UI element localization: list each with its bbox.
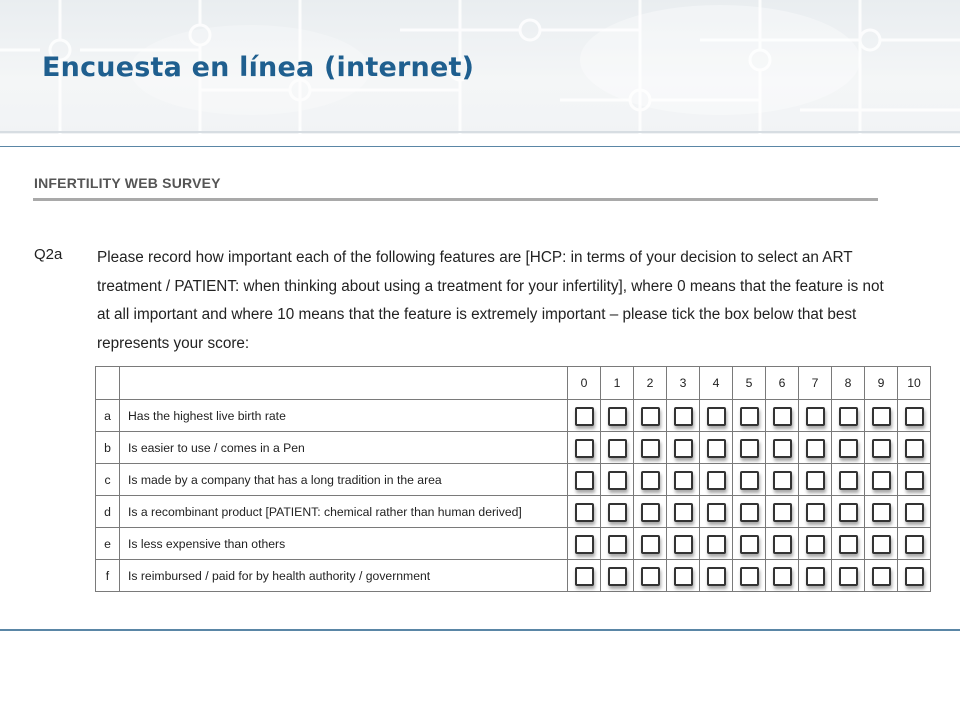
checkbox-c-2[interactable] bbox=[641, 471, 660, 490]
checkbox-cell bbox=[700, 496, 733, 528]
checkbox-c-10[interactable] bbox=[905, 471, 924, 490]
checkbox-f-10[interactable] bbox=[905, 567, 924, 586]
checkbox-cell bbox=[634, 560, 667, 592]
checkbox-cell bbox=[733, 400, 766, 432]
grid-row-e bbox=[96, 528, 931, 560]
checkbox-cell bbox=[799, 464, 832, 496]
item-letter: e bbox=[96, 528, 120, 560]
question-number: Q2a bbox=[34, 246, 63, 263]
checkbox-a-0[interactable] bbox=[575, 407, 594, 426]
scale-label: 3 bbox=[667, 367, 700, 400]
grid-header-blank bbox=[96, 367, 120, 400]
document-top-border bbox=[0, 146, 960, 147]
scale-label: 6 bbox=[766, 367, 799, 400]
item-letter: b bbox=[96, 432, 120, 464]
checkbox-e-10[interactable] bbox=[905, 535, 924, 554]
checkbox-d-8[interactable] bbox=[839, 503, 858, 522]
checkbox-cell bbox=[733, 464, 766, 496]
checkbox-cell bbox=[865, 432, 898, 464]
checkbox-f-9[interactable] bbox=[872, 567, 891, 586]
checkbox-cell bbox=[766, 560, 799, 592]
checkbox-f-5[interactable] bbox=[740, 567, 759, 586]
checkbox-cell bbox=[766, 432, 799, 464]
checkbox-cell bbox=[667, 432, 700, 464]
grid-header-blank bbox=[120, 367, 568, 400]
checkbox-cell bbox=[634, 432, 667, 464]
checkbox-cell bbox=[568, 496, 601, 528]
checkbox-cell bbox=[766, 496, 799, 528]
checkbox-c-9[interactable] bbox=[872, 471, 891, 490]
item-letter: d bbox=[96, 496, 120, 528]
checkbox-cell bbox=[634, 528, 667, 560]
checkbox-a-5[interactable] bbox=[740, 407, 759, 426]
checkbox-e-9[interactable] bbox=[872, 535, 891, 554]
checkbox-b-5[interactable] bbox=[740, 439, 759, 458]
checkbox-d-1[interactable] bbox=[608, 503, 627, 522]
item-label: Is reimbursed / paid for by health authority / government bbox=[120, 560, 568, 592]
checkbox-cell bbox=[700, 432, 733, 464]
checkbox-cell bbox=[634, 496, 667, 528]
checkbox-d-2[interactable] bbox=[641, 503, 660, 522]
checkbox-c-4[interactable] bbox=[707, 471, 726, 490]
checkbox-cell bbox=[601, 496, 634, 528]
item-letter: f bbox=[96, 560, 120, 592]
item-label: Is made by a company that has a long tradition in the area bbox=[120, 464, 568, 496]
checkbox-b-7[interactable] bbox=[806, 439, 825, 458]
grid-row-f bbox=[96, 560, 931, 592]
checkbox-d-4[interactable] bbox=[707, 503, 726, 522]
scale-label: 9 bbox=[865, 367, 898, 400]
checkbox-e-3[interactable] bbox=[674, 535, 693, 554]
item-letter: a bbox=[96, 400, 120, 432]
checkbox-c-3[interactable] bbox=[674, 471, 693, 490]
checkbox-cell bbox=[700, 400, 733, 432]
checkbox-cell bbox=[568, 560, 601, 592]
checkbox-f-6[interactable] bbox=[773, 567, 792, 586]
checkbox-cell bbox=[766, 400, 799, 432]
checkbox-cell bbox=[766, 528, 799, 560]
grid-row-d bbox=[96, 496, 931, 528]
checkbox-f-7[interactable] bbox=[806, 567, 825, 586]
checkbox-cell bbox=[865, 496, 898, 528]
checkbox-cell bbox=[601, 400, 634, 432]
checkbox-cell bbox=[865, 560, 898, 592]
item-label: Is easier to use / comes in a Pen bbox=[120, 432, 568, 464]
checkbox-cell bbox=[601, 464, 634, 496]
scale-label: 10 bbox=[898, 367, 931, 400]
checkbox-b-3[interactable] bbox=[674, 439, 693, 458]
grid-row-c bbox=[96, 464, 931, 496]
checkbox-cell bbox=[898, 400, 931, 432]
checkbox-cell bbox=[667, 464, 700, 496]
checkbox-b-9[interactable] bbox=[872, 439, 891, 458]
checkbox-cell bbox=[667, 400, 700, 432]
checkbox-cell bbox=[733, 560, 766, 592]
checkbox-cell bbox=[568, 464, 601, 496]
checkbox-c-8[interactable] bbox=[839, 471, 858, 490]
checkbox-cell bbox=[733, 432, 766, 464]
scale-label: 8 bbox=[832, 367, 865, 400]
checkbox-cell bbox=[601, 432, 634, 464]
checkbox-a-2[interactable] bbox=[641, 407, 660, 426]
checkbox-f-8[interactable] bbox=[839, 567, 858, 586]
checkbox-c-5[interactable] bbox=[740, 471, 759, 490]
checkbox-a-7[interactable] bbox=[806, 407, 825, 426]
grid-row-b bbox=[96, 432, 931, 464]
checkbox-b-8[interactable] bbox=[839, 439, 858, 458]
checkbox-a-10[interactable] bbox=[905, 407, 924, 426]
scale-label: 0 bbox=[568, 367, 601, 400]
checkbox-e-6[interactable] bbox=[773, 535, 792, 554]
checkbox-cell bbox=[733, 528, 766, 560]
checkbox-cell bbox=[799, 496, 832, 528]
checkbox-cell bbox=[832, 400, 865, 432]
checkbox-a-6[interactable] bbox=[773, 407, 792, 426]
checkbox-cell bbox=[766, 464, 799, 496]
checkbox-cell bbox=[568, 400, 601, 432]
grid-row-a bbox=[96, 400, 931, 432]
rating-grid bbox=[95, 366, 931, 592]
checkbox-cell bbox=[634, 400, 667, 432]
checkbox-cell bbox=[898, 528, 931, 560]
checkbox-cell bbox=[832, 528, 865, 560]
checkbox-cell bbox=[799, 560, 832, 592]
checkbox-cell bbox=[667, 560, 700, 592]
checkbox-e-7[interactable] bbox=[806, 535, 825, 554]
checkbox-b-1[interactable] bbox=[608, 439, 627, 458]
scale-label: 4 bbox=[700, 367, 733, 400]
checkbox-d-3[interactable] bbox=[674, 503, 693, 522]
checkbox-cell bbox=[700, 528, 733, 560]
checkbox-cell bbox=[733, 496, 766, 528]
checkbox-b-4[interactable] bbox=[707, 439, 726, 458]
checkbox-f-0[interactable] bbox=[575, 567, 594, 586]
checkbox-d-6[interactable] bbox=[773, 503, 792, 522]
checkbox-cell bbox=[865, 400, 898, 432]
checkbox-cell bbox=[568, 528, 601, 560]
scale-label: 7 bbox=[799, 367, 832, 400]
checkbox-cell bbox=[700, 464, 733, 496]
question-text: Please record how important each of the following features are [HCP: in terms of your decision to select an ART treatment / PATIENT: when thinking about using a treatment for your infertility], where 0 means that the feature is not at all important and where 10 means that the feature is extremely important – please tick the box below that best represents your score: bbox=[97, 249, 884, 352]
checkbox-cell bbox=[898, 496, 931, 528]
checkbox-f-4[interactable] bbox=[707, 567, 726, 586]
header-divider bbox=[0, 131, 960, 133]
checkbox-f-2[interactable] bbox=[641, 567, 660, 586]
checkbox-d-9[interactable] bbox=[872, 503, 891, 522]
checkbox-e-4[interactable] bbox=[707, 535, 726, 554]
checkbox-d-0[interactable] bbox=[575, 503, 594, 522]
document-bottom-border bbox=[0, 629, 960, 631]
checkbox-e-1[interactable] bbox=[608, 535, 627, 554]
checkbox-cell bbox=[667, 528, 700, 560]
survey-title-rule bbox=[33, 198, 878, 201]
slide-title: Encuesta en línea (internet) bbox=[42, 52, 475, 83]
item-label: Is less expensive than others bbox=[120, 528, 568, 560]
scale-label: 1 bbox=[601, 367, 634, 400]
checkbox-cell bbox=[898, 432, 931, 464]
checkbox-c-7[interactable] bbox=[806, 471, 825, 490]
checkbox-cell bbox=[634, 464, 667, 496]
checkbox-cell bbox=[601, 560, 634, 592]
checkbox-cell bbox=[898, 464, 931, 496]
survey-title: INFERTILITY WEB SURVEY bbox=[34, 175, 221, 191]
checkbox-e-2[interactable] bbox=[641, 535, 660, 554]
checkbox-cell bbox=[832, 496, 865, 528]
checkbox-cell bbox=[667, 496, 700, 528]
checkbox-a-9[interactable] bbox=[872, 407, 891, 426]
checkbox-e-0[interactable] bbox=[575, 535, 594, 554]
item-label: Has the highest live birth rate bbox=[120, 400, 568, 432]
checkbox-a-1[interactable] bbox=[608, 407, 627, 426]
checkbox-d-10[interactable] bbox=[905, 503, 924, 522]
item-letter: c bbox=[96, 464, 120, 496]
scale-label: 5 bbox=[733, 367, 766, 400]
checkbox-c-6[interactable] bbox=[773, 471, 792, 490]
checkbox-a-3[interactable] bbox=[674, 407, 693, 426]
checkbox-b-0[interactable] bbox=[575, 439, 594, 458]
checkbox-e-8[interactable] bbox=[839, 535, 858, 554]
checkbox-c-1[interactable] bbox=[608, 471, 627, 490]
checkbox-a-4[interactable] bbox=[707, 407, 726, 426]
checkbox-cell bbox=[865, 464, 898, 496]
checkbox-b-10[interactable] bbox=[905, 439, 924, 458]
checkbox-d-5[interactable] bbox=[740, 503, 759, 522]
checkbox-b-2[interactable] bbox=[641, 439, 660, 458]
checkbox-f-1[interactable] bbox=[608, 567, 627, 586]
checkbox-cell bbox=[898, 560, 931, 592]
checkbox-a-8[interactable] bbox=[839, 407, 858, 426]
checkbox-cell bbox=[832, 464, 865, 496]
checkbox-f-3[interactable] bbox=[674, 567, 693, 586]
checkbox-c-0[interactable] bbox=[575, 471, 594, 490]
checkbox-d-7[interactable] bbox=[806, 503, 825, 522]
checkbox-cell bbox=[568, 432, 601, 464]
checkbox-b-6[interactable] bbox=[773, 439, 792, 458]
grid-header-row bbox=[96, 367, 931, 400]
checkbox-cell bbox=[799, 400, 832, 432]
item-label: Is a recombinant product [PATIENT: chemical rather than human derived] bbox=[120, 496, 568, 528]
checkbox-e-5[interactable] bbox=[740, 535, 759, 554]
checkbox-cell bbox=[832, 560, 865, 592]
checkbox-cell bbox=[700, 560, 733, 592]
scale-label: 2 bbox=[634, 367, 667, 400]
checkbox-cell bbox=[601, 528, 634, 560]
checkbox-cell bbox=[799, 528, 832, 560]
checkbox-cell bbox=[799, 432, 832, 464]
checkbox-cell bbox=[832, 432, 865, 464]
checkbox-cell bbox=[865, 528, 898, 560]
